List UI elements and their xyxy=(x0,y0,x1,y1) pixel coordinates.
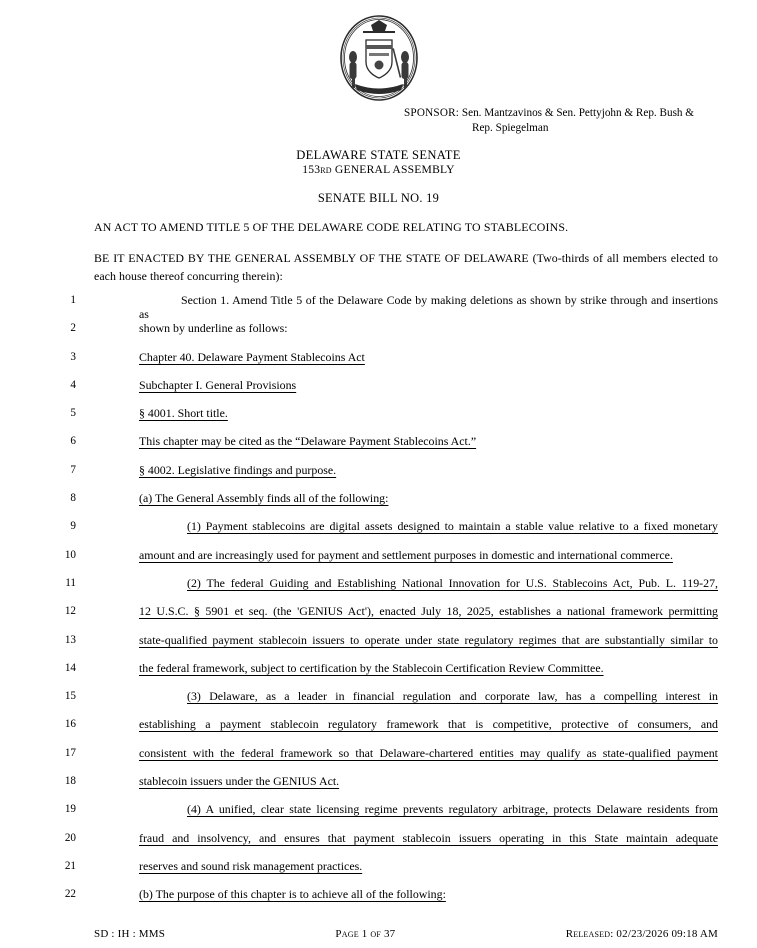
line-text: (a) The General Assembly finds all of the following: xyxy=(139,491,389,506)
bill-line xyxy=(0,770,757,798)
line-text: § 4002. Legislative findings and purpose. xyxy=(139,462,337,477)
line-text: amount and are increasingly used for payment and settlement purposes in domestic and international commerce. xyxy=(139,547,673,562)
line-number: 8 xyxy=(70,492,76,505)
line-text: (b) The purpose of this chapter is to achieve all of the following: xyxy=(139,887,446,902)
line-text: (2) The federal Guiding and Establishing National Innovation for U.S. Stablecoins Act, Pub. L. 119-27, xyxy=(187,575,718,590)
bill-line xyxy=(0,685,757,713)
bill-line xyxy=(0,713,757,741)
enacting-clause: BE IT ENACTED BY THE GENERAL ASSEMBLY OF THE STATE OF DELAWARE (Two-thirds of all members elected to each house thereof concurring therein): xyxy=(94,251,718,284)
bill-line xyxy=(0,346,757,374)
page-footer xyxy=(94,928,718,940)
line-number: 2 xyxy=(70,322,76,335)
bill-body xyxy=(0,289,757,912)
line-number: 6 xyxy=(70,435,76,448)
line-text: stablecoin issuers under the GENIUS Act. xyxy=(139,774,340,789)
bill-line xyxy=(0,629,757,657)
seal-container xyxy=(0,14,757,102)
assembly-heading: 153rd GENERAL ASSEMBLY xyxy=(302,163,455,176)
line-text: 12 U.S.C. § 5901 et seq. (the 'GENIUS Act'), enacted July 18, 2025, establishes a national framework permitting xyxy=(139,604,718,619)
bill-line xyxy=(0,600,757,628)
line-number: 3 xyxy=(70,350,76,363)
bill-line xyxy=(0,289,757,322)
line-text: (4) A unified, clear state licensing regime prevents regulatory arbitrage, protects Delaware residents from xyxy=(187,802,718,817)
line-number: 4 xyxy=(70,378,76,391)
line-text: consistent with the federal framework so that Delaware-chartered entities may qualify as state-qualified payment xyxy=(139,745,718,760)
bill-line xyxy=(0,317,757,345)
chamber-heading: DELAWARE STATE SENATE xyxy=(296,148,461,162)
footer-release-timestamp: Released: 02/23/2026 09:18 AM xyxy=(565,928,718,940)
line-text: Subchapter I. General Provisions xyxy=(139,377,297,392)
line-number: 15 xyxy=(64,690,76,703)
line-number: 14 xyxy=(64,661,76,674)
bill-line xyxy=(0,402,757,430)
line-number: 18 xyxy=(64,775,76,788)
sponsor-names-line2: Rep. Spiegelman xyxy=(472,121,549,134)
line-number: 22 xyxy=(64,888,76,901)
line-text: reserves and sound risk management practices. xyxy=(139,858,363,873)
sponsor-block xyxy=(404,106,724,136)
line-text: (1) Payment stablecoins are digital assets designed to maintain a stable value relative to a fixed monetary xyxy=(187,519,718,534)
bill-number-heading: SENATE BILL NO. 19 xyxy=(317,191,440,205)
bill-line xyxy=(0,515,757,543)
line-number: 5 xyxy=(70,407,76,420)
line-text: Section 1. Amend Title 5 of the Delaware Code by making deletions as shown by strike through and insertions as xyxy=(139,293,721,322)
line-number: 17 xyxy=(64,746,76,759)
act-title: AN ACT TO AMEND TITLE 5 OF THE DELAWARE CODE RELATING TO STABLECOINS. xyxy=(94,220,569,234)
bill-line xyxy=(0,572,757,600)
delaware-state-seal-icon xyxy=(333,14,425,102)
line-text: shown by underline as follows: xyxy=(139,321,288,336)
line-number: 9 xyxy=(70,520,76,533)
bill-line xyxy=(0,430,757,458)
bill-line xyxy=(0,374,757,402)
line-number: 1 xyxy=(70,294,76,306)
line-number: 21 xyxy=(64,859,76,872)
line-text: the federal framework, subject to certification by the Stablecoin Certification Review Committee. xyxy=(139,660,604,675)
line-number: 10 xyxy=(64,548,76,561)
line-number: 7 xyxy=(70,463,76,476)
bill-line xyxy=(0,827,757,855)
line-text: state-qualified payment stablecoin issuers to operate under state regulatory regimes that are substantially similar to xyxy=(139,632,718,647)
bill-line xyxy=(0,883,757,911)
line-number: 13 xyxy=(64,633,76,646)
footer-page-number: Page 1 of 37 xyxy=(335,928,396,940)
line-number: 12 xyxy=(64,605,76,618)
bill-line xyxy=(0,459,757,487)
bill-line xyxy=(0,487,757,515)
line-text: § 4001. Short title. xyxy=(139,406,228,421)
line-number: 19 xyxy=(64,803,76,816)
bill-line xyxy=(0,855,757,883)
line-number: 16 xyxy=(64,718,76,731)
sponsor-names-line1: Sen. Mantzavinos & Sen. Pettyjohn & Rep. Bush & xyxy=(461,107,695,119)
line-text: Chapter 40. Delaware Payment Stablecoins Act xyxy=(139,349,365,364)
line-number: 20 xyxy=(64,831,76,844)
line-number: 11 xyxy=(65,576,76,589)
line-text: This chapter may be cited as the “Delaware Payment Stablecoins Act.” xyxy=(139,434,477,449)
sponsor-label: SPONSOR: xyxy=(404,107,460,119)
bill-line xyxy=(0,742,757,770)
line-text: fraud and insolvency, and ensures that payment stablecoin issuers operating in this State maintain adequate xyxy=(139,830,718,845)
bill-line xyxy=(0,544,757,572)
line-text: (3) Delaware, as a leader in financial regulation and corporate law, has a compelling interest in xyxy=(187,689,718,704)
bill-line xyxy=(0,798,757,826)
bill-line xyxy=(0,657,757,685)
line-text: establishing a payment stablecoin regulatory framework that is competitive, protective of consumers, and xyxy=(139,717,718,732)
footer-drafter-code: SD : IH : MMS xyxy=(94,928,166,940)
